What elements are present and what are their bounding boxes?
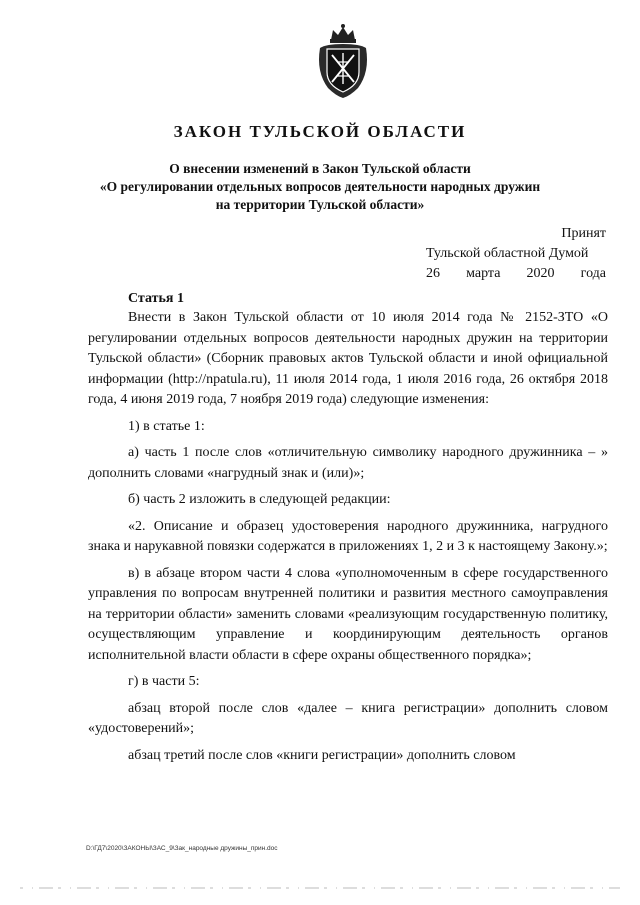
paragraph: 1) в статье 1: — [128, 418, 205, 434]
adoption-year-word: года — [580, 266, 606, 281]
article-body — [88, 308, 608, 766]
subtitle-line: «О регулировании отдельных вопросов деятельности народных дружин — [99, 179, 541, 194]
file-path-footer: D:\ГД7\2020\ЗАКОНЫ\ЗАС_9\Зак_народные дружины_прин.doc — [86, 845, 278, 852]
paragraph: а) часть 1 после слов «отличительную символику народного дружинника – » дополнить словами «нагрудный знак и (или)»; — [88, 445, 608, 481]
law-title: ЗАКОН ТУЛЬСКОЙ ОБЛАСТИ — [173, 122, 467, 141]
coat-of-arms-icon — [312, 22, 374, 100]
subtitle-line: О внесении изменений в Закон Тульской области — [169, 161, 471, 176]
paragraph: абзац третий после слов «книги регистрации» дополнить словом — [128, 747, 516, 763]
adoption-year: 2020 — [526, 266, 555, 281]
paragraph: «2. Описание и образец удостоверения народного дружинника, нагрудного знака и нарукавной повязки содержатся в приложениях 1, 2 и 3 к настоящему Закону.»; — [88, 518, 608, 554]
adopted-label: Принят — [561, 226, 606, 241]
adoption-date — [426, 264, 606, 284]
scan-artifact-line — [0, 884, 640, 892]
adoption-day: 26 — [426, 266, 440, 281]
adoption-block — [426, 224, 606, 284]
article-heading: Статья 1 — [128, 291, 184, 306]
adoption-month: марта — [466, 266, 501, 281]
paragraph: абзац второй после слов «далее – книга регистрации» дополнить словом «удостоверений»; — [88, 700, 608, 736]
adopted-by: Тульской областной Думой — [426, 246, 589, 261]
paragraph: б) часть 2 изложить в следующей редакции: — [128, 492, 391, 507]
paragraph: Внести в Закон Тульской области от 10 июля 2014 года № 2152-ЗТО «О регулировании отдельных вопросов деятельности народных дружин на территории Тульской области» (Сборник правовых актов Тульской области и иной официальной информации (http://npatula.ru), 11 июля 2014 года, 1 июля 2016 года, 26 октября 2018 года, 4 июня 2019 года, 7 ноября 2019 года) следующие изменения: — [88, 310, 608, 407]
law-subtitle — [60, 160, 580, 214]
subtitle-line: на территории Тульской области» — [215, 197, 425, 212]
paragraph: в) в абзаце втором части 4 слова «уполномоченным в сфере государственного управления по вопросам внутренней политики и развития местного самоуправления на территории области» заменить словами «реализующим государственную политику, осуществляющим управление и координирующим деятельность органов исполнительной власти области в сфере охраны общественного порядка»; — [88, 565, 608, 663]
paragraph: г) в части 5: — [128, 674, 200, 689]
